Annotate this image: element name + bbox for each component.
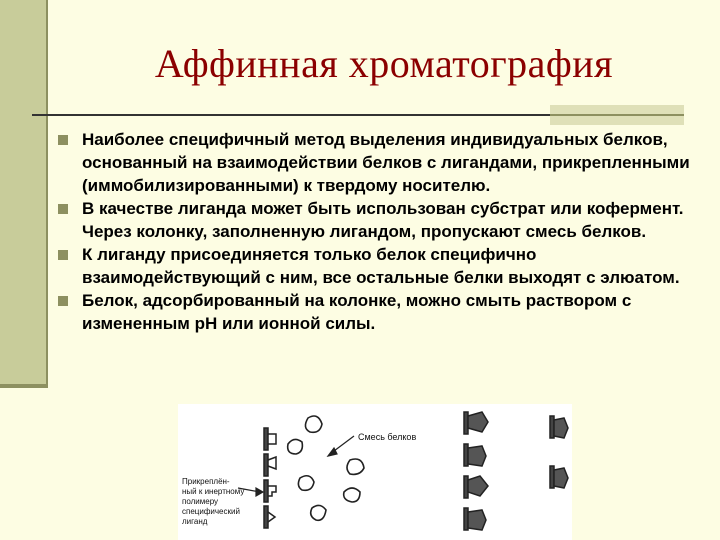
protein-shape bbox=[311, 505, 326, 520]
square-bullet-icon bbox=[58, 250, 68, 260]
mixture-pointer-arrow bbox=[328, 436, 354, 456]
bullet-text: В качестве лиганда может быть использован субстрат или кофермент. Через колонку, заполненную лигандом, пропускают смесь белков. bbox=[82, 199, 684, 241]
bullet-text: Белок, адсорбированный на колонке, можно смыть раствором с измененным рН или ионной силы. bbox=[82, 291, 632, 333]
title-divider-line bbox=[32, 114, 550, 116]
affinity-diagram bbox=[178, 404, 572, 540]
bound-complex-column bbox=[464, 412, 488, 530]
left-decor-bar-tail bbox=[0, 384, 48, 388]
ligand-mark bbox=[264, 506, 275, 528]
bound-complex bbox=[550, 416, 568, 438]
ligand-column-left bbox=[264, 428, 276, 528]
affinity-diagram-svg bbox=[178, 404, 572, 540]
bound-complex bbox=[464, 444, 486, 466]
bullet-item bbox=[56, 128, 696, 197]
figure-label-ligand-line: лиганд bbox=[182, 517, 208, 526]
bullet-text: К лиганду присоединяется только белок специфично взаимодействующий с ним, все остальные белки выходят с элюатом. bbox=[82, 245, 680, 287]
figure-label-ligand-line: ный к инертному bbox=[182, 487, 245, 496]
title-divider-block-line bbox=[550, 114, 684, 116]
ligand-mark bbox=[264, 428, 276, 450]
bullet-list bbox=[56, 128, 696, 335]
slide-title: Аффинная хроматография bbox=[154, 41, 614, 86]
bullet-item bbox=[56, 243, 696, 289]
protein-shape bbox=[288, 439, 303, 454]
figure-label-ligand-line: Прикреплён- bbox=[182, 477, 230, 486]
square-bullet-icon bbox=[58, 135, 68, 145]
bound-complex bbox=[464, 508, 486, 530]
bullet-item bbox=[56, 289, 696, 335]
bound-complex bbox=[550, 466, 568, 488]
protein-shape bbox=[305, 416, 322, 432]
left-decor-bar bbox=[0, 0, 46, 388]
bound-complex bbox=[464, 412, 488, 434]
protein-mixture bbox=[288, 416, 364, 520]
bound-complex-column-far bbox=[550, 416, 568, 488]
figure-label-mixture: Смесь белков bbox=[358, 432, 417, 442]
ligand-mark bbox=[264, 480, 276, 502]
protein-shape bbox=[347, 459, 364, 474]
bullet-item bbox=[56, 197, 696, 243]
square-bullet-icon bbox=[58, 204, 68, 214]
protein-shape bbox=[298, 476, 314, 491]
bullet-text: Наиболее специфичный метод выделения индивидуальных белков, основанный на взаимодействии белков с лигандами, прикрепленными (иммобилизированными) к твердому носителю. bbox=[82, 130, 690, 195]
figure-label-ligand-line: полимеру bbox=[182, 497, 219, 506]
bound-complex bbox=[464, 476, 488, 498]
figure-label-ligand-line: специфический bbox=[182, 507, 240, 516]
ligand-mark bbox=[264, 454, 276, 476]
square-bullet-icon bbox=[58, 296, 68, 306]
protein-shape bbox=[344, 488, 360, 502]
